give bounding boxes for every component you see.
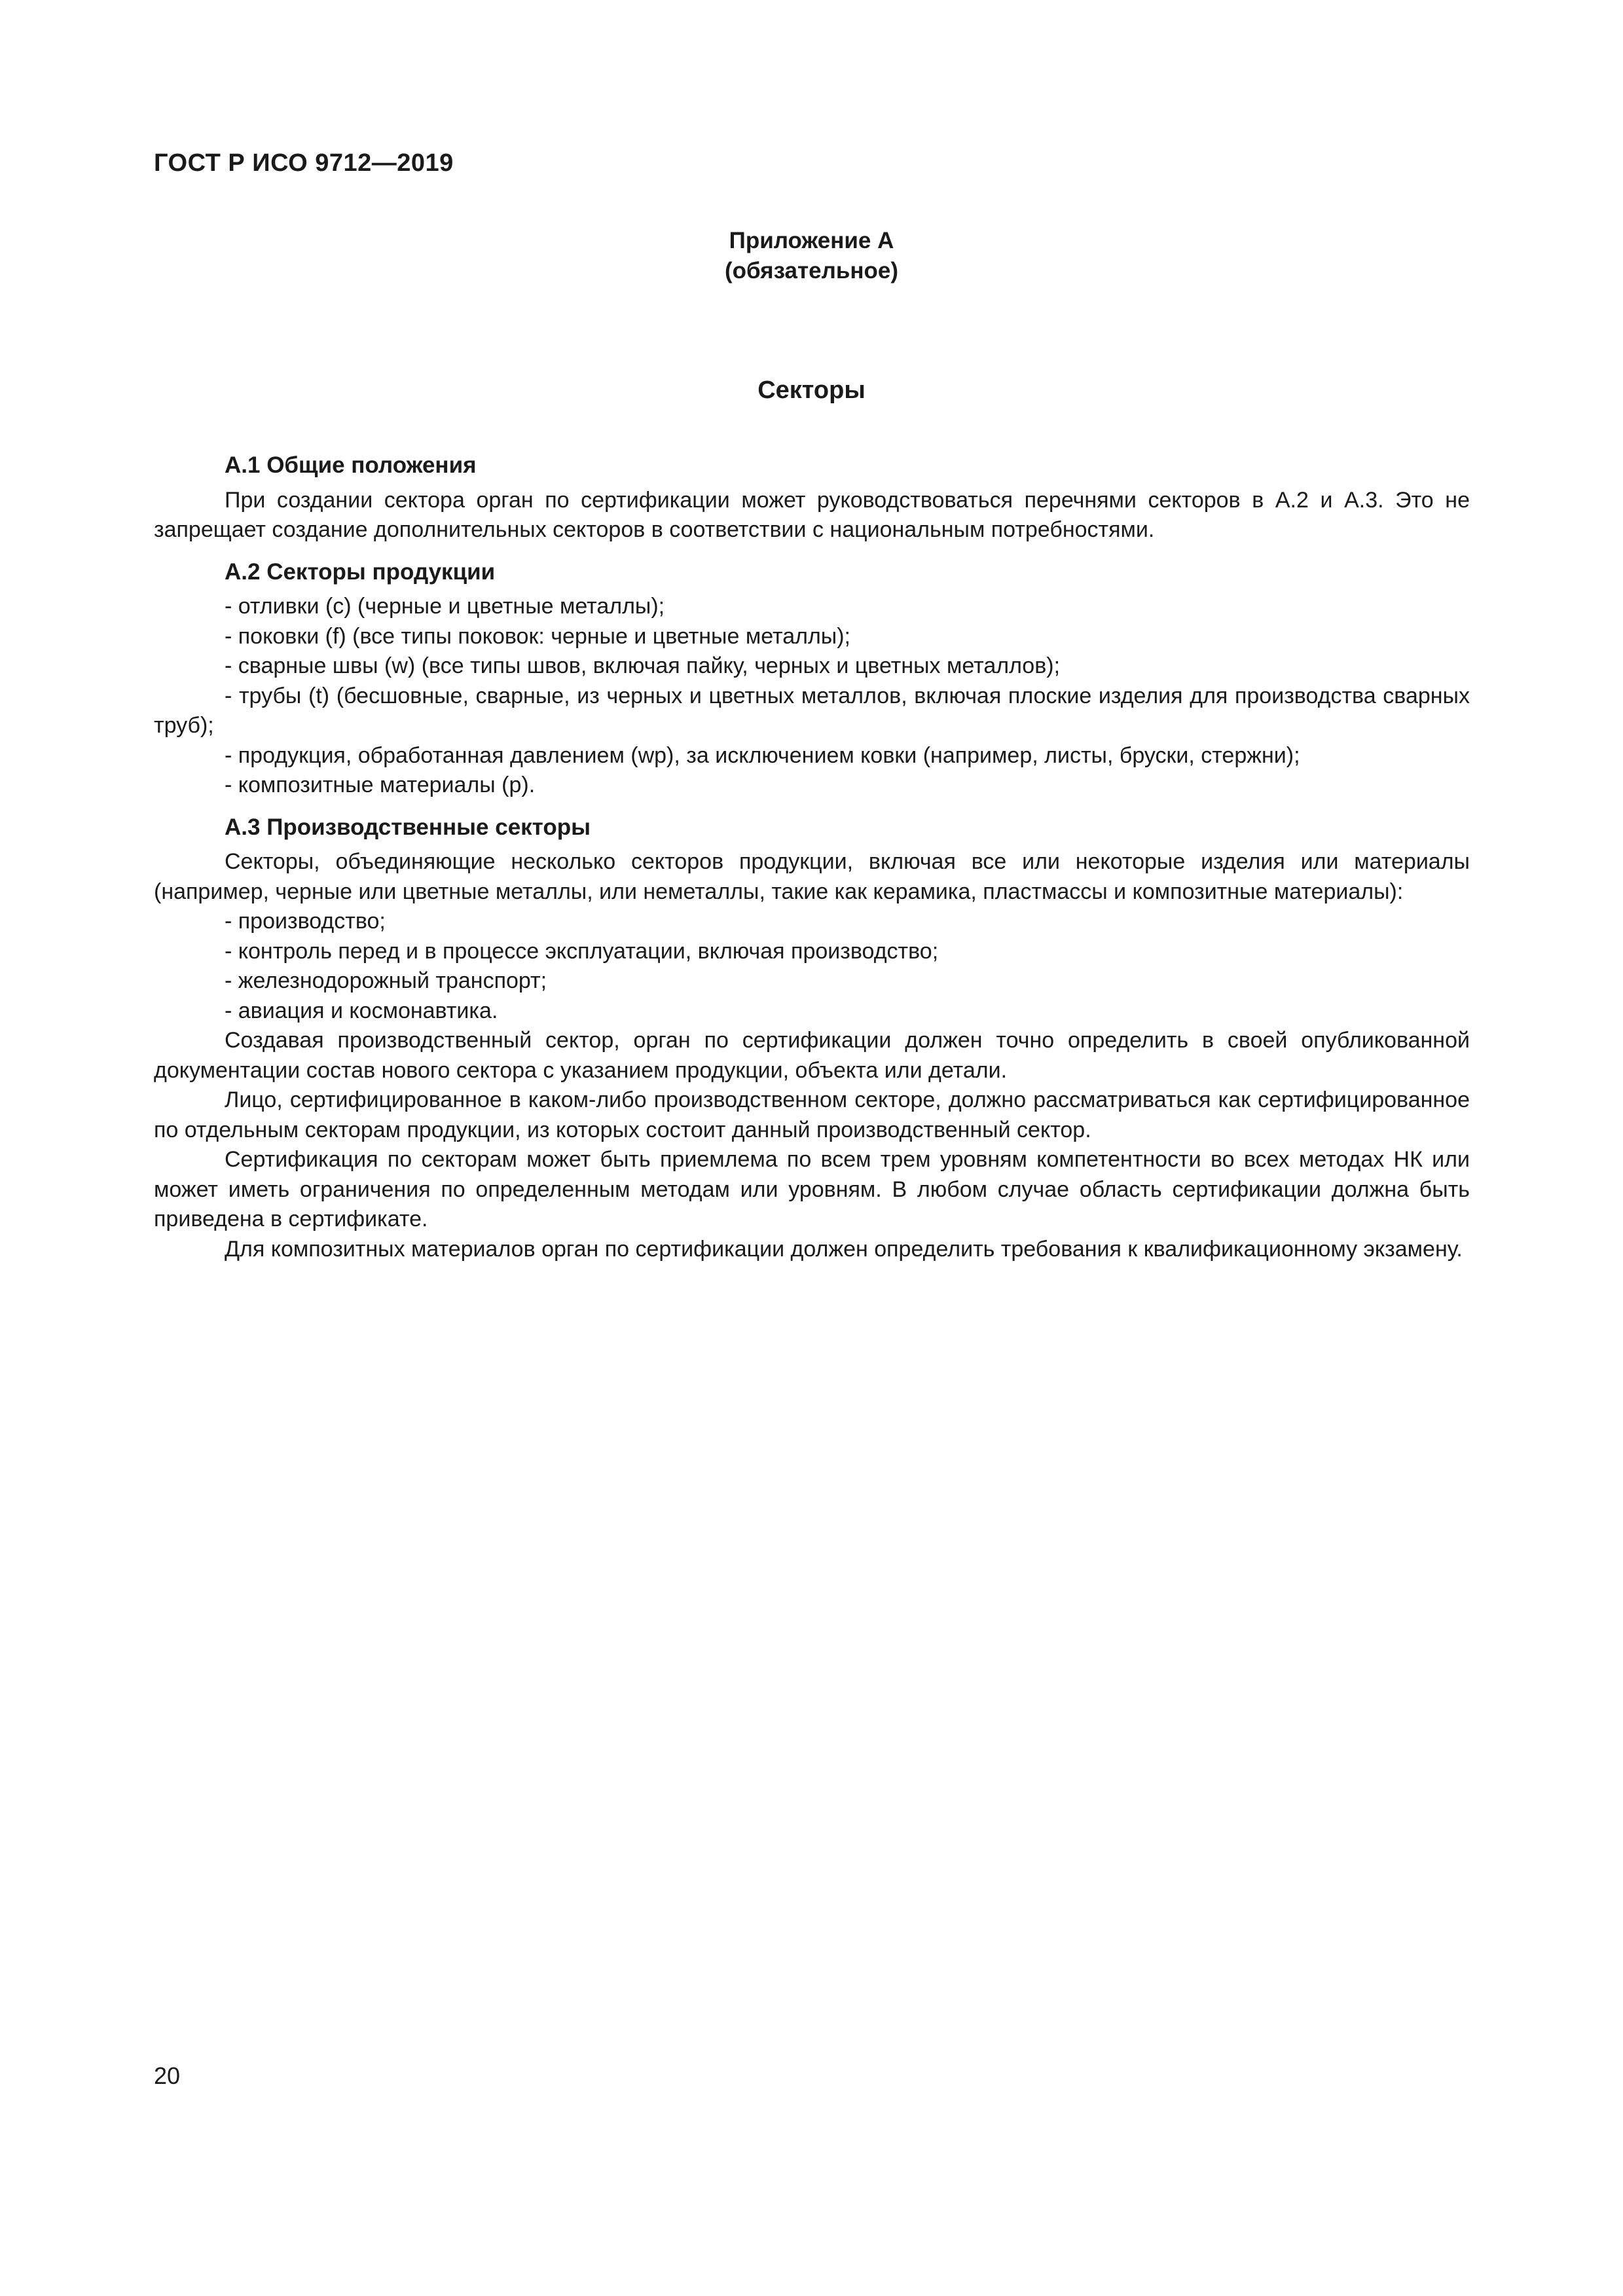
list-item: - железнодорожный транспорт; — [225, 968, 547, 993]
section-a3-paragraph-2: Лицо, сертифицированное в каком-либо производственном секторе, должно рассматриваться как сертифицированное по отдельным секторам продукции, из которых состоит данный производственный сектор. — [154, 1087, 1470, 1142]
section-a2-title: А.2 Секторы продукции — [225, 558, 496, 585]
section-a3-paragraph-3: Сертификация по секторам может быть приемлема по всем трем уровням компетентности во всех методах НК или может иметь ограничения по определенным методам или уровням. В любом случае область сертификации должна быть приведена в сертификате. — [154, 1147, 1470, 1231]
list-item: - трубы (t) (бесшовные, сварные, из черных и цветных металлов, включая плоские изделия для производства сварных труб); — [154, 683, 1470, 738]
section-a1-title: А.1 Общие положения — [225, 452, 477, 478]
section-a1-paragraph: При создании сектора орган по сертификации может руководствоваться перечнями секторов в А.2 и А.3. Это не запрещает создание дополнительных секторов в соответствии с национальным потребностями. — [154, 487, 1470, 542]
section-a3-paragraph-4: Для композитных материалов орган по сертификации должен определить требования к квалификационному экзамену. — [225, 1236, 1463, 1262]
section-a2 — [154, 557, 1470, 801]
section-a3 — [154, 812, 1470, 1265]
annex-title — [0, 226, 1623, 286]
section-a1 — [154, 450, 1470, 545]
industrial-sectors-list — [154, 907, 1470, 1026]
annex-heading: Секторы — [757, 376, 866, 404]
list-item: - авиация и космонавтика. — [225, 998, 498, 1023]
list-item: - производство; — [225, 909, 386, 934]
product-sectors-list — [154, 592, 1470, 801]
list-item: - контроль перед и в процессе эксплуатации, включая производство; — [225, 938, 939, 964]
list-item: - композитные материалы (р). — [225, 773, 536, 797]
annex-title-line2: (обязательное) — [724, 258, 898, 283]
list-item: - отливки (с) (черные и цветные металлы); — [225, 594, 665, 619]
annex-title-line1: Приложение А — [729, 228, 894, 253]
list-item: - поковки (f) (все типы поковок: черные и цветные металлы); — [225, 623, 850, 649]
page-number: 20 — [154, 2062, 181, 2089]
section-a3-intro: Секторы, объединяющие несколько секторов продукции, включая все или некоторые изделия или материалы (например, черные или цветные металлы, или неметаллы, такие как керамика, пластмассы и композитные материалы): — [154, 849, 1470, 904]
section-a3-paragraph-1: Создавая производственный сектор, орган по сертификации должен точно определить в своей опубликованной документации состав нового сектора с указанием продукции, объекта или детали. — [154, 1028, 1470, 1083]
list-item: - продукция, обработанная давлением (wp), за исключением ковки (например, листы, бруски, стержни); — [225, 742, 1300, 768]
list-item: - сварные швы (w) (все типы швов, включая пайку, черных и цветных металлов); — [225, 653, 1061, 678]
section-a3-title: А.3 Производственные секторы — [225, 814, 591, 840]
document-code: ГОСТ Р ИСО 9712—2019 — [154, 149, 454, 177]
annex-content — [154, 450, 1470, 1264]
